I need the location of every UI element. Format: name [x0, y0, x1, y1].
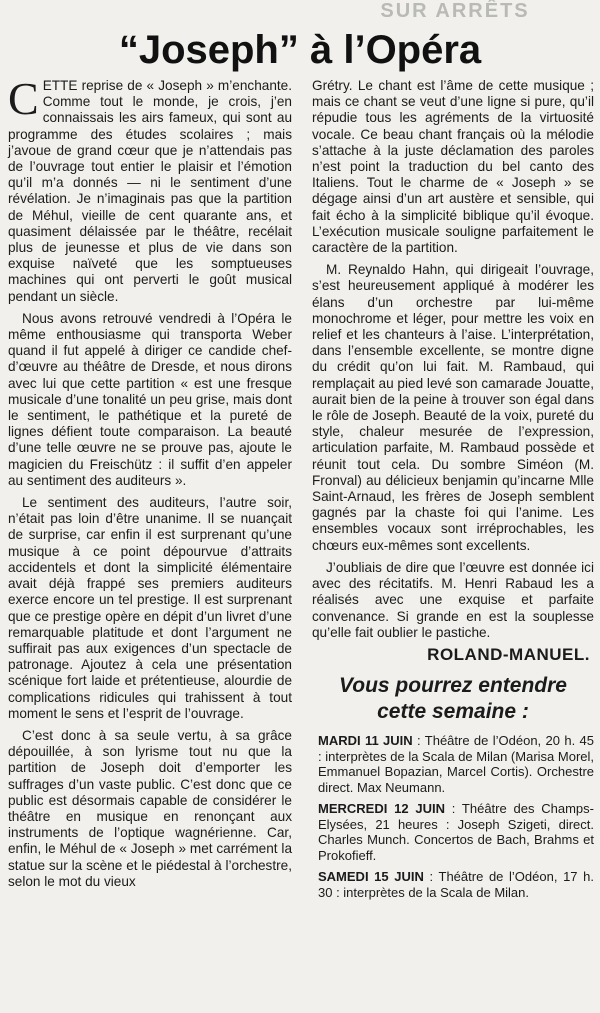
drop-cap: C [8, 73, 39, 124]
paragraph-1: CETTE reprise de « Joseph » m’enchante. Comme tout le monde, je crois, j’en connaissais les airs fameux, qui sont au programme des études scolaires ; mais j’avoue de grand cœur que je n’attendais pas de l’ouvrage tout entier le plaisir et l’émotion qu’il m’a donnés — ni le sentiment d’une révélation. Je n’imaginais pas que la partition de Méhul, vieille de cent quarante ans, et quasiment délaissée par le théâtre, recélait plus de jeunesse et plus de vie dans son exquise naïveté que les somptueuses machines qui ont perverti le goût musical pendant un siècle. [8, 73, 292, 304]
paragraph-3: Le sentiment des auditeurs, l’autre soir, n’était pas loin d’être unanime. Il se nuançait de surprise, car enfin il est surprenant qu’une musique à ce point dépourvue d’attraits accidentels et dont la simplicité élémentaire avait déjà frappé ses premiers auditeurs exerce encore un tel prestige. Il est surprenant que ce prestige opère en dépit d’un livret d’une remarquable platitude et dont l’argument ne suffirait pas aux exigences d’un spectacle de patronage. Ajoutez à cela une présentation scénique fort laide et prétentieuse, alourdie de complications ridicules qui trahissent à tout moment le sens et l’esprit de l’ouvrage. [8, 495, 292, 721]
listing-item: SAMEDI 15 JUIN : Théâtre de l’Odéon, 17 h. 30 : interprètes de la Scala de Milan. [318, 869, 594, 900]
listing-item: MERCREDI 12 JUIN : Théâtre des Champs-Elysées, 21 heures : Joseph Szigeti, direct. Charles Munch. Concertos de Bach, Brahms et Prokofieff. [318, 801, 594, 863]
paragraph-5: Grétry. Le chant est l’âme de cette musique ; mais ce chant se veut d’une ligne si pure, qu’il répudie tous les agréments de la virtuosité vocale. Ce beau chant français où la mélodie s’attache à la juste déclamation des paroles n’est point la traduction du bel canto des Italiens. Tout le charme de « Joseph » se dégage ainsi d’un art austère et sensible, qui fait écho à la simplicité biblique qu’il évoque. L’exécution musicale souligne parfaitement le caractère de la partition. [312, 78, 594, 256]
paragraph-6: M. Reynaldo Hahn, qui dirigeait l’ouvrage, s’est heureusement appliqué à modérer les élans d’un orchestre par lui-même monochrome et léger, pour mettre les voix en relief et les chanteurs à l’aise. L’interprétation, dans l’ensemble excellente, se montre digne du crédit qu’on lui fait. M. Rambaud, qui remplaçait au pied levé son camarade Jouatte, aurait bien de la peine à trouver son égal dans le rôle de Joseph. Beauté de la voix, pureté du style, chaleur mesurée de l’expression, articulation parfaite, M. Rambaud possède et réunit tout cela. Du sombre Siméon (M. Fronval) au délicieux benjamin qu’incarne Mlle Saint-Arnaud, les frères de Joseph semblent gagnés par la chaste foi qui l’anime. Les ensembles vocaux sont irréprochables, les chœurs eux-mêmes sont excellents. [312, 262, 594, 553]
paragraph-2: Nous avons retrouvé vendredi à l’Opéra le même enthousiasme qui transporta Weber quand il fut appelé à diriger ce candide chef-d’œuvre au théâtre de Dresde, et nous dirons avec lui que cette partition « est une fresque musicale d’une tonalité un peu grise, mais dont le sentiment, le pathétique et la pureté de lignes défient toute comparaison. La beauté d’une telle œuvre ne se prouve pas, ajoute le magicien du Freischütz : il suffit d’en appeler au sentiment des auditeurs ». [8, 310, 292, 488]
listings-heading: Vous pourrez entendre cette semaine : [339, 674, 567, 724]
paragraph-7: J’oubliais de dire que l’œuvre est donnée ici avec des récitatifs. M. Henri Rabaud les a réalisés avec une exquise et parfaite convenance. Si grande en est la souplesse qu’elle fait oublier le pastiche. [312, 559, 594, 640]
article-title: “Joseph” à l’Opéra [118, 28, 482, 72]
right-column [312, 78, 594, 906]
paragraph-4: C’est donc à sa seule vertu, à sa grâce dépouillée, à son lyrisme tout nu que la partition de Joseph doit d’emporter les suffrages d’un vaste public. C’est donc que ce public est désormais capable de considérer le théâtre en musique en renonçant aux instruments de l’optique wagnérienne. Car, enfin, le Méhul de « Joseph » met carrément la statue sur la scène et le piédestal à l’orchestre, selon le mot du vieux [8, 727, 292, 889]
bleed-through-header: SUR ARRÊTS [380, 0, 530, 22]
listing-item: MARDI 11 JUIN : Théâtre de l’Odéon, 20 h. 45 : interprètes de la Scala de Milan (Marisa Morel, Emmanuel Bopazian, Marcel Cortis). Orchestre direct. Max Neumann. [318, 733, 595, 795]
author-signature: ROLAND-MANUEL. [427, 644, 590, 664]
left-column [8, 73, 292, 896]
